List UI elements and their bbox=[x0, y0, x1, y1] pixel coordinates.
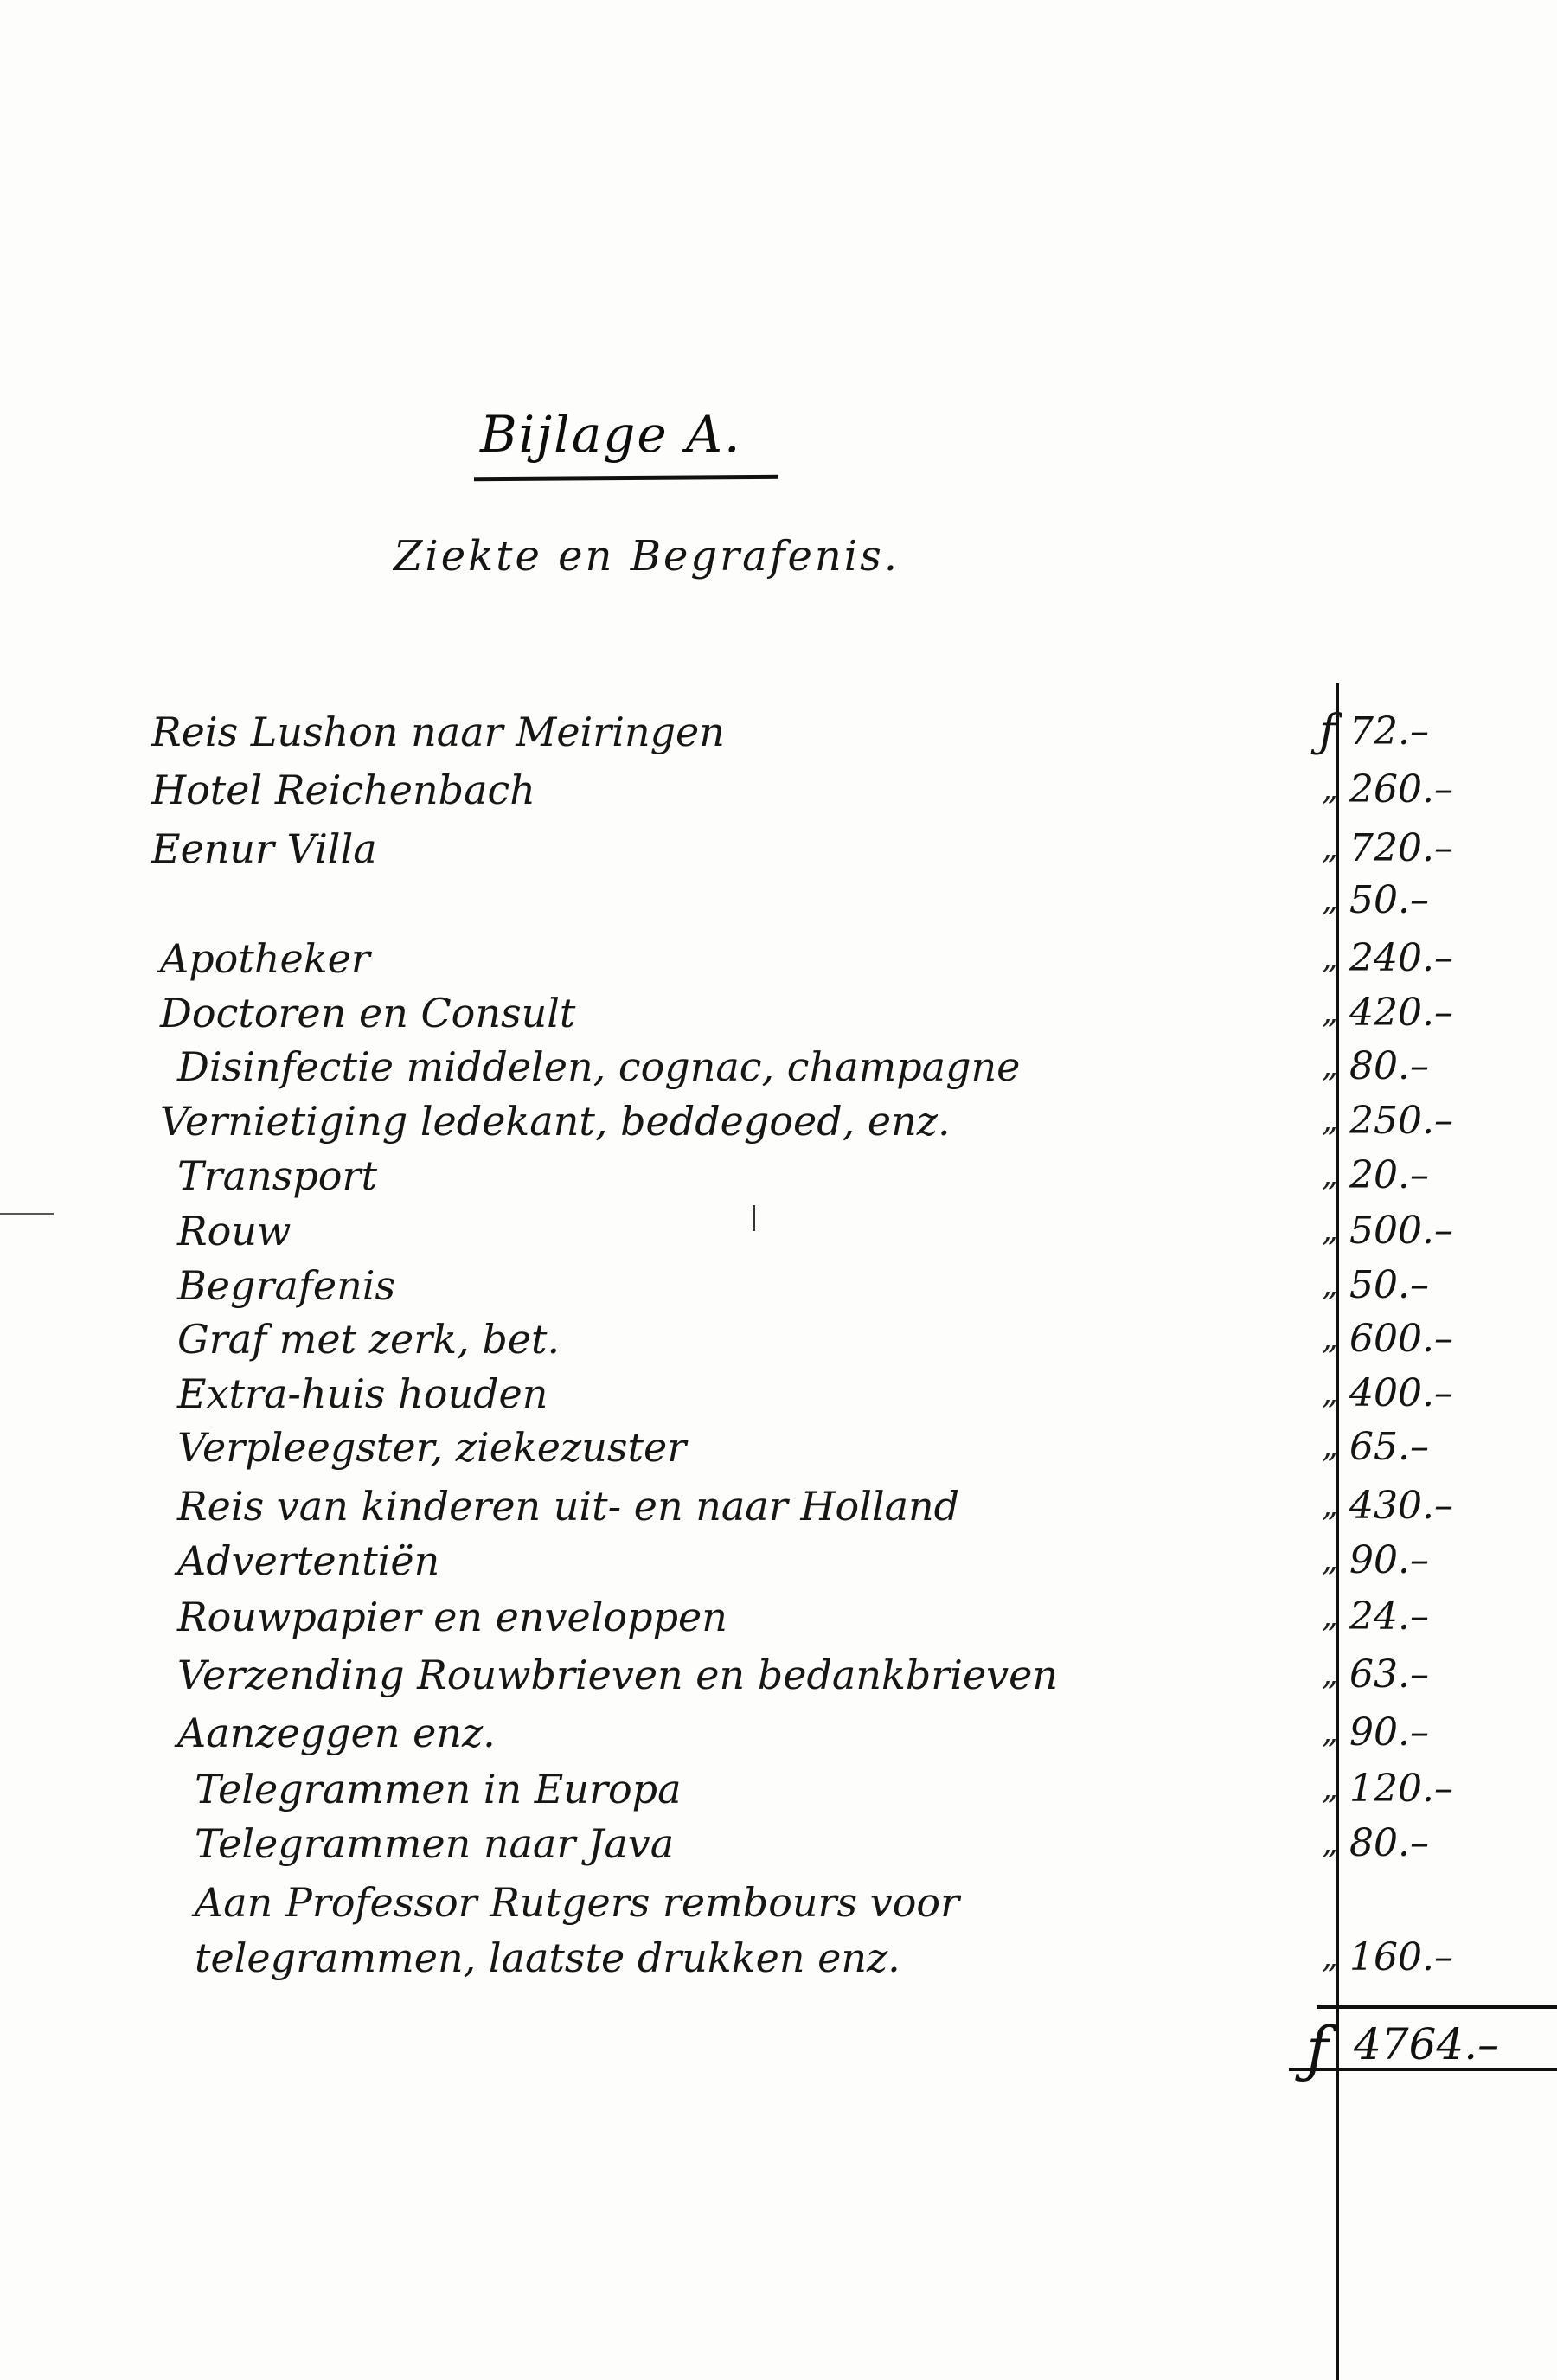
entry-description: Apotheker bbox=[160, 935, 370, 982]
entry-amount: 80.– bbox=[1349, 1821, 1429, 1865]
list-item bbox=[0, 874, 1557, 927]
entry-amount: 160.– bbox=[1349, 1935, 1453, 1979]
entry-amount: 50.– bbox=[1349, 878, 1429, 922]
entry-description: Eenur Villa bbox=[151, 825, 377, 872]
entry-amount: 80.– bbox=[1349, 1044, 1429, 1088]
ditto-mark: „ bbox=[1322, 882, 1338, 918]
entry-amount: 600.– bbox=[1349, 1317, 1453, 1361]
entry-description: Verpleegster, ziekezuster bbox=[177, 1424, 687, 1471]
list-item bbox=[0, 1931, 1557, 1985]
page-subtitle: Ziekte en Begrafenis. bbox=[394, 532, 900, 581]
entry-amount: 90.– bbox=[1349, 1538, 1429, 1582]
ditto-mark: „ bbox=[1322, 1940, 1338, 1975]
list-item bbox=[0, 1040, 1557, 1094]
list-item bbox=[0, 705, 1557, 759]
entry-amount: 400.– bbox=[1349, 1371, 1453, 1415]
ditto-mark: „ bbox=[1322, 1771, 1338, 1806]
ditto-mark: „ bbox=[1322, 995, 1338, 1030]
entry-description: telegrammen, laatste drukken enz. bbox=[195, 1934, 900, 1981]
entry-amount: 240.– bbox=[1349, 936, 1453, 980]
entry-description: Rouw bbox=[177, 1208, 292, 1254]
list-item bbox=[0, 1312, 1557, 1366]
entry-amount: 250.– bbox=[1349, 1099, 1453, 1143]
entry-description: Vernietiging ledekant, beddegoed, enz. bbox=[160, 1098, 951, 1145]
total-amount: 4764.– bbox=[1354, 2019, 1500, 2069]
ditto-mark: „ bbox=[1322, 831, 1338, 866]
ditto-mark: „ bbox=[1322, 1488, 1338, 1524]
entry-amount: 72.– bbox=[1349, 709, 1429, 754]
ditto-mark: „ bbox=[1322, 940, 1338, 976]
entry-amount: 20.– bbox=[1349, 1153, 1429, 1197]
list-item bbox=[0, 1479, 1557, 1533]
list-item bbox=[0, 1876, 1557, 1929]
ditto-mark: „ bbox=[1322, 1321, 1338, 1357]
entry-description: Telegrammen naar Java bbox=[195, 1820, 675, 1867]
entry-amount: 430.– bbox=[1349, 1484, 1453, 1528]
entry-amount: 90.– bbox=[1349, 1710, 1429, 1755]
ditto-mark: „ bbox=[1322, 1543, 1338, 1578]
ditto-mark: „ bbox=[1322, 1657, 1338, 1692]
list-item bbox=[0, 822, 1557, 876]
title-underline bbox=[474, 475, 778, 481]
entry-description: Advertentiën bbox=[177, 1537, 440, 1584]
list-item bbox=[0, 1204, 1557, 1258]
entry-description: Begrafenis bbox=[177, 1262, 396, 1309]
sum-rule-top bbox=[1317, 2005, 1557, 2009]
entry-description: Doctoren en Consult bbox=[160, 990, 576, 1036]
ditto-mark: „ bbox=[1322, 1103, 1338, 1139]
list-item bbox=[0, 1149, 1557, 1203]
total-currency-symbol: ƒ bbox=[1306, 2014, 1329, 2085]
list-item bbox=[0, 1590, 1557, 1644]
list-item bbox=[0, 1648, 1557, 1702]
list-item bbox=[0, 1534, 1557, 1588]
list-item bbox=[0, 986, 1557, 1040]
entry-amount: 65.– bbox=[1349, 1425, 1429, 1469]
entry-amount: 260.– bbox=[1349, 767, 1453, 812]
ditto-mark: „ bbox=[1322, 1429, 1338, 1465]
entry-description: Transport bbox=[177, 1152, 377, 1199]
entry-description: Reis Lushon naar Meiringen bbox=[151, 709, 725, 755]
ditto-mark: „ bbox=[1322, 1049, 1338, 1084]
page-title: Bijlage A. bbox=[480, 405, 742, 464]
entry-description: Extra-huis houden bbox=[177, 1370, 548, 1417]
currency-symbol: ƒ bbox=[1319, 706, 1336, 758]
entry-amount: 50.– bbox=[1349, 1263, 1429, 1307]
entry-description: Rouwpapier en enveloppen bbox=[177, 1594, 727, 1640]
ditto-mark: „ bbox=[1322, 1599, 1338, 1634]
entry-amount: 120.– bbox=[1349, 1767, 1453, 1811]
entry-amount: 720.– bbox=[1349, 826, 1453, 870]
entry-description: Verzending Rouwbrieven en bedankbrieven bbox=[177, 1652, 1059, 1698]
list-item bbox=[0, 1706, 1557, 1760]
entry-description: Hotel Reichenbach bbox=[151, 767, 535, 813]
entry-amount: 24.– bbox=[1349, 1594, 1429, 1639]
entry-description: Telegrammen in Europa bbox=[195, 1766, 682, 1812]
list-item bbox=[0, 1367, 1557, 1421]
ditto-mark: „ bbox=[1322, 772, 1338, 807]
entry-description: Graf met zerk, bet. bbox=[177, 1316, 561, 1363]
entry-amount: 420.– bbox=[1349, 991, 1453, 1035]
ditto-mark: „ bbox=[1322, 1267, 1338, 1303]
entry-description: Reis van kinderen uit- en naar Holland bbox=[177, 1483, 960, 1530]
ditto-mark: „ bbox=[1322, 1376, 1338, 1411]
list-item bbox=[0, 1259, 1557, 1312]
entry-amount: 500.– bbox=[1349, 1209, 1453, 1253]
list-item bbox=[0, 932, 1557, 985]
list-item bbox=[0, 1817, 1557, 1870]
ditto-mark: „ bbox=[1322, 1158, 1338, 1193]
ditto-mark: „ bbox=[1322, 1825, 1338, 1861]
entry-description: Disinfectie middelen, cognac, champagne bbox=[177, 1043, 1021, 1090]
list-item bbox=[0, 763, 1557, 817]
entry-description: Aan Professor Rutgers rembours voor bbox=[195, 1879, 960, 1926]
entry-amount: 63.– bbox=[1349, 1652, 1429, 1697]
ditto-mark: „ bbox=[1322, 1715, 1338, 1750]
list-item bbox=[0, 1421, 1557, 1474]
ditto-mark: „ bbox=[1322, 1213, 1338, 1248]
entry-description: Aanzeggen enz. bbox=[177, 1710, 496, 1756]
list-item bbox=[0, 1094, 1557, 1148]
list-item bbox=[0, 1762, 1557, 1816]
